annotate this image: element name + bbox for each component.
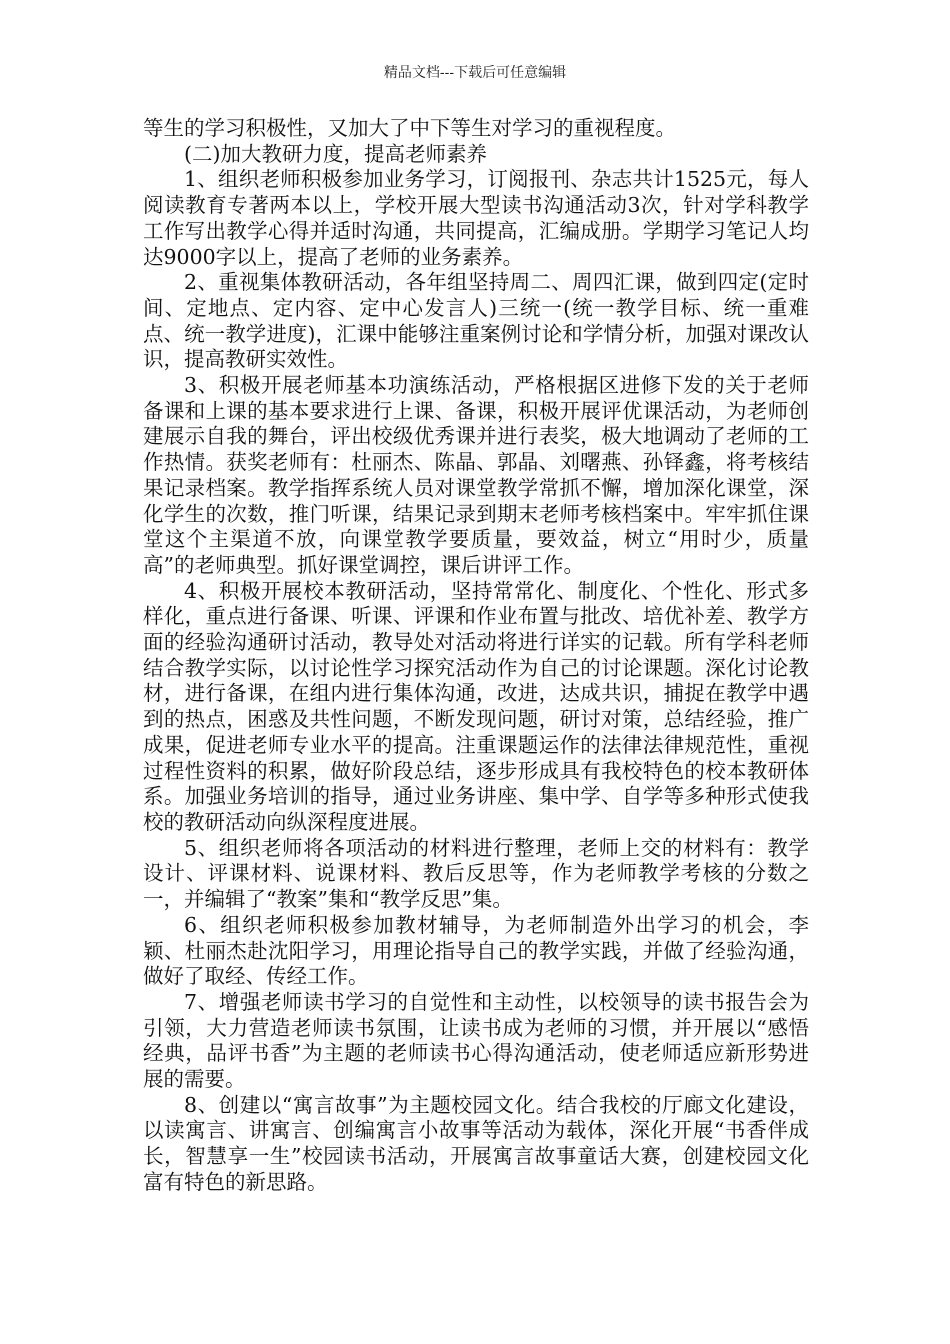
paragraph-item-2: 2、重视集体教研活动，各年组坚持周二、周四汇课，做到四定(定时间、定地点、定内容、定中心发言人)三统一(统一教学目标、统一重难点、统一教学进度)，汇课中能够注重案例讨论和学情分析，加强对课改认识，提高教研实效性。 — [143, 270, 809, 372]
paragraph-item-4: 4、积极开展校本教研活动，坚持常常化、制度化、个性化、形式多样化，重点进行备课、听课、评课和作业布置与批改、培优补差、教学方面的经验沟通研讨活动，教导处对活动将进行详实的记载。所有学科老师结合教学实际，以讨论性学习探究活动作为自己的讨论课题。深化讨论教材，进行备课，在组内进行集体沟通，改进，达成共识，捕捉在教学中遇到的热点，困惑及共性问题，不断发现问题，研讨对策，总结经验，推广成果，促进老师专业水平的提高。注重课题运作的法律法律规范性，重视过程性资料的积累，做好阶段总结，逐步形成具有我校特色的校本教研体系。加强业务培训的指导，通过业务讲座、集中学、自学等多种形式使我校的教研活动向纵深程度进展。 — [143, 578, 809, 834]
paragraph-item-1: 1、组织老师积极参加业务学习，订阅报刊、杂志共计1525元，每人阅读教育专著两本以上，学校开展大型读书沟通活动3次，针对学科教学工作写出教学心得并适时沟通，共同提高，汇编成册。学期学习笔记人均达9000字以上，提高了老师的业务素养。 — [143, 167, 809, 269]
page-header: 精品文档---下载后可任意编辑 — [383, 65, 567, 81]
paragraph-item-5: 5、组织老师将各项活动的材料进行整理，老师上交的材料有：教学设计、评课材料、说课材料、教后反思等，作为老师教学考核的分数之一，并编辑了“教案”集和“教学反思”集。 — [143, 835, 809, 912]
document-body — [143, 116, 809, 1196]
paragraph-item-3: 3、积极开展老师基本功演练活动，严格根据区进修下发的关于老师备课和上课的基本要求进行上课、备课，积极开展评优课活动，为老师创建展示自我的舞台，评出校级优秀课并进行表奖，极大地调动了老师的工作热情。获奖老师有：杜丽杰、陈晶、郭晶、刘曙燕、孙铎鑫，将考核结果记录档案。教学指挥系统人员对课堂教学常抓不懈，增加深化课堂，深化学生的次数，推门听课，结果记录到期末老师考核档案中。牢牢抓住课堂这个主渠道不放，向课堂教学要质量，要效益，树立“用时少，质量高”的老师典型。抓好课堂调控，课后讲评工作。 — [143, 373, 809, 577]
paragraph-item-7: 7、增强老师读书学习的自觉性和主动性，以校领导的读书报告会为引领，大力营造老师读书氛围，让读书成为老师的习惯，并开展以“感悟经典，品评书香”为主题的老师读书心得沟通活动，使老师适应新形势进展的需要。 — [143, 989, 809, 1092]
paragraph-continuation: 等生的学习积极性，又加大了中下等生对学习的重视程度。 — [143, 116, 676, 140]
paragraph-item-6: 6、组织老师积极参加教材辅导，为老师制造外出学习的机会，李颖、杜丽杰赴沈阳学习，用理论指导自己的教学实践，并做了经验沟通，做好了取经、传经工作。 — [143, 912, 809, 989]
paragraph-item-8: 8、创建以“寓言故事”为主题校园文化。结合我校的厅廊文化建设，以读寓言、讲寓言、创编寓言小故事等活动为载体，深化开展“书香伴成长，智慧享一生”校园读书活动，开展寓言故事童话大赛，创建校园文化富有特色的新思路。 — [143, 1092, 809, 1194]
section-heading: (二)加大教研力度，提高老师素养 — [184, 141, 487, 166]
